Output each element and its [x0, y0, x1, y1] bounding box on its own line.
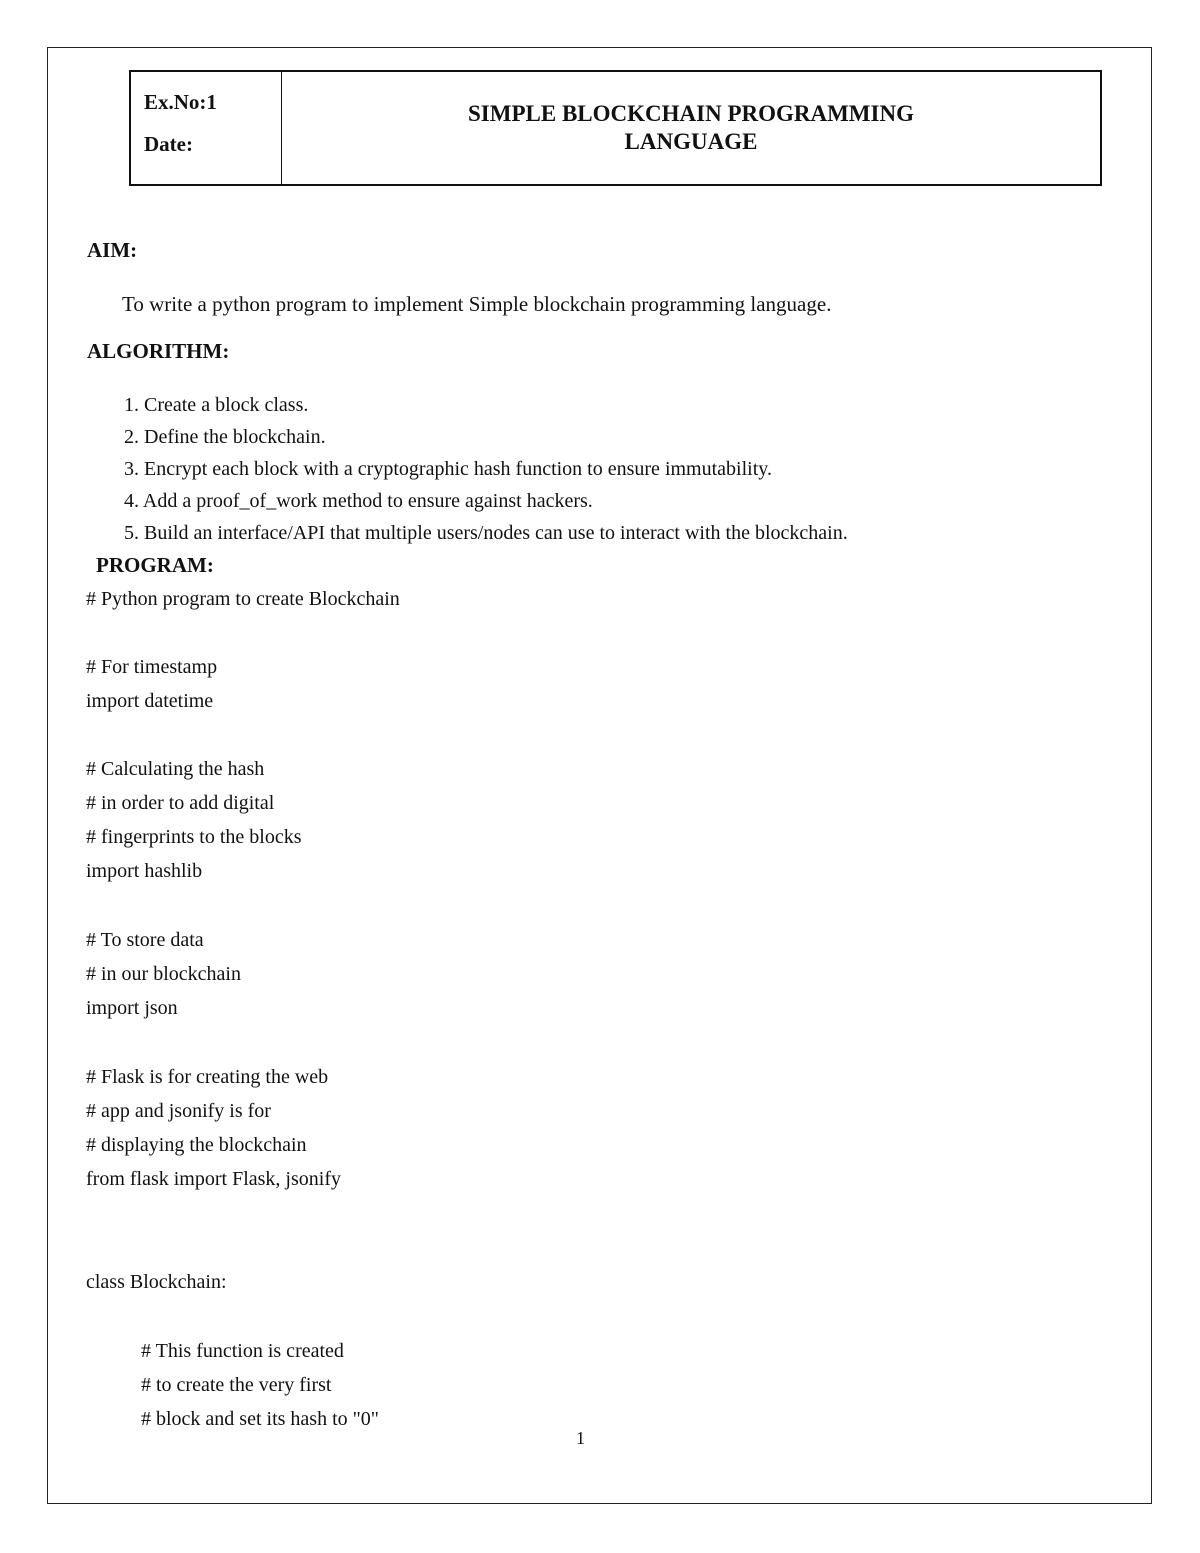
code-line: class Blockchain: [86, 1271, 227, 1293]
code-line: # Flask is for creating the web [86, 1066, 329, 1088]
exercise-meta [131, 72, 282, 184]
code-line: import datetime [86, 690, 214, 712]
aim-heading: AIM: [87, 238, 138, 262]
program-heading: PROGRAM: [96, 553, 214, 577]
code-line: # To store data [86, 929, 204, 951]
aim-text: To write a python program to implement Simple blockchain programming language. [122, 292, 832, 316]
code-line: import json [86, 997, 178, 1019]
algorithm-step: 3. Encrypt each block with a cryptographic hash function to ensure immutability. [124, 458, 772, 480]
code-line: # in our blockchain [86, 963, 241, 985]
algorithm-step: 1. Create a block class. [124, 394, 309, 416]
exercise-number: Ex.No:1 [144, 90, 217, 114]
code-line: import hashlib [86, 860, 203, 882]
code-line: from flask import Flask, jsonify [86, 1168, 341, 1190]
algorithm-step: 4. Add a proof_of_work method to ensure against hackers. [124, 490, 593, 512]
code-line: # block and set its hash to "0" [141, 1408, 379, 1430]
code-line: # app and jsonify is for [86, 1100, 271, 1122]
page-number: 1 [576, 1428, 585, 1448]
code-line: # Python program to create Blockchain [86, 588, 400, 610]
code-line: # to create the very first [141, 1374, 332, 1396]
exercise-date: Date: [144, 132, 193, 156]
code-line: # displaying the blockchain [86, 1134, 307, 1156]
code-line: # in order to add digital [86, 792, 275, 814]
code-line: # fingerprints to the blocks [86, 826, 302, 848]
algorithm-steps [124, 392, 848, 552]
exercise-title-line-1: SIMPLE BLOCKCHAIN PROGRAMMING [468, 101, 914, 126]
code-line: # Calculating the hash [86, 758, 265, 780]
code-line: # This function is created [141, 1340, 344, 1362]
exercise-header [129, 70, 1102, 186]
algorithm-step: 5. Build an interface/API that multiple users/nodes can use to interact with the blockchain. [124, 522, 848, 544]
exercise-title [282, 72, 1100, 184]
code-line: # For timestamp [86, 656, 218, 678]
algorithm-heading: ALGORITHM: [87, 339, 230, 363]
algorithm-step: 2. Define the blockchain. [124, 426, 326, 448]
exercise-title-line-2: LANGUAGE [624, 129, 758, 154]
